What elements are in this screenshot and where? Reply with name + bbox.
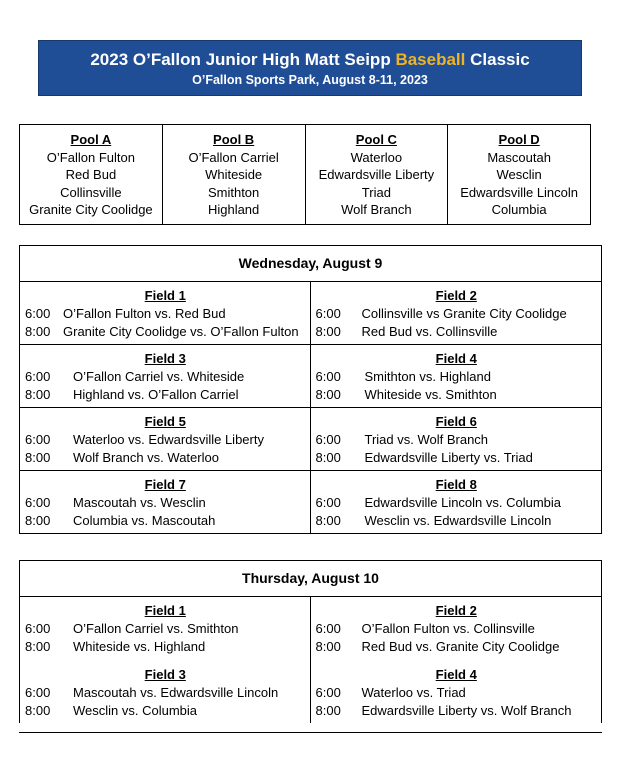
game-line [316, 431, 598, 449]
game-time: 6:00 [315, 621, 341, 636]
field-row [20, 471, 601, 533]
title-highlight: Baseball [395, 50, 466, 69]
field-row [20, 408, 601, 471]
day-title: Wednesday, August 9 [20, 246, 601, 282]
game-time: 8:00 [25, 703, 51, 718]
game-time: 8:00 [315, 639, 341, 654]
title-prefix: 2023 O’Fallon Junior High Matt Seipp [90, 50, 391, 69]
pool-team: Edwardsville Liberty [318, 167, 435, 182]
pool-name: Pool B [213, 132, 255, 147]
game-line [25, 702, 306, 720]
game-match: Mascoutah vs. Wesclin [73, 495, 206, 510]
game-line [25, 431, 306, 449]
game-match: Columbia vs. Mascoutah [73, 513, 216, 528]
game-line [316, 368, 598, 386]
game-match: Waterloo vs. Triad [361, 685, 466, 700]
game-time: 8:00 [25, 450, 51, 465]
game-match: Smithton vs. Highland [364, 369, 491, 384]
game-time: 8:00 [315, 513, 341, 528]
header-banner [38, 40, 582, 96]
field-block [20, 282, 311, 344]
game-line [25, 494, 306, 512]
pool-name: Pool C [355, 132, 397, 147]
game-line [316, 386, 598, 404]
game-line [316, 323, 598, 341]
game-time: 8:00 [25, 387, 51, 402]
pool-team: Waterloo [350, 149, 403, 165]
pool-team: Wolf Branch [341, 202, 412, 217]
pool-team: Whiteside [205, 167, 263, 182]
page-subtitle: O’Fallon Sports Park, August 8-11, 2023 [192, 73, 428, 87]
field-block [311, 408, 602, 470]
field-row [20, 597, 601, 723]
game-time: 8:00 [25, 324, 51, 339]
field-label: Field 1 [144, 603, 186, 618]
game-match: Highland vs. O’Fallon Carriel [73, 387, 239, 402]
pool-team: Columbia [491, 202, 547, 217]
pool-name: Pool A [70, 132, 112, 147]
game-match: Whiteside vs. Highland [73, 639, 206, 654]
schedule-day-wednesday [19, 245, 602, 534]
game-match: Edwardsville Liberty vs. Triad [364, 450, 533, 465]
game-match: O’Fallon Fulton vs. Red Bud [63, 306, 226, 321]
game-line [25, 449, 306, 467]
field-label: Field 4 [435, 351, 477, 366]
pool-d-cell [448, 125, 591, 225]
game-time: 8:00 [25, 639, 51, 654]
pool-a-cell [20, 125, 163, 225]
game-time: 6:00 [315, 306, 341, 321]
game-match: Edwardsville Liberty vs. Wolf Branch [361, 703, 572, 718]
game-line [316, 449, 598, 467]
game-time: 6:00 [315, 369, 341, 384]
field-label: Field 7 [144, 477, 186, 492]
game-time: 8:00 [315, 387, 341, 402]
game-match: Red Bud vs. Granite City Coolidge [361, 639, 560, 654]
game-match: Mascoutah vs. Edwardsville Lincoln [73, 685, 279, 700]
field-label: Field 5 [144, 414, 186, 429]
game-line [25, 620, 306, 638]
game-line [25, 386, 306, 404]
field-row [20, 282, 601, 345]
pool-name: Pool D [498, 132, 540, 147]
field-block [311, 282, 602, 344]
pool-team: Triad [361, 184, 391, 200]
title-suffix: Classic [470, 50, 530, 69]
page-title [39, 50, 581, 70]
game-time: 8:00 [315, 324, 341, 339]
game-line [25, 323, 306, 341]
field-label: Field 4 [435, 667, 477, 682]
game-match: Waterloo vs. Edwardsville Liberty [73, 432, 264, 447]
game-line [25, 512, 306, 530]
field-block [20, 597, 311, 723]
game-line [316, 512, 598, 530]
pools-table [19, 124, 591, 225]
game-line [316, 620, 598, 638]
field-block [311, 471, 602, 533]
field-label: Field 6 [435, 414, 477, 429]
game-time: 6:00 [25, 306, 51, 321]
field-label: Field 2 [435, 603, 477, 618]
pool-team: O’Fallon Fulton [46, 149, 135, 165]
game-line [25, 638, 306, 656]
field-label: Field 3 [144, 351, 186, 366]
game-time: 6:00 [25, 495, 51, 510]
game-match: Wolf Branch vs. Waterloo [73, 450, 219, 465]
pool-b-cell [162, 125, 305, 225]
table-bottom-rule [19, 732, 602, 733]
field-label: Field 8 [435, 477, 477, 492]
game-line [316, 305, 598, 323]
game-time: 6:00 [25, 685, 51, 700]
pool-team: Highland [207, 202, 260, 217]
game-time: 6:00 [315, 432, 341, 447]
game-match: Collinsville vs Granite City Coolidge [361, 306, 567, 321]
field-block [311, 345, 602, 407]
day-title: Thursday, August 10 [20, 561, 601, 597]
field-row [20, 345, 601, 408]
game-match: Edwardsville Lincoln vs. Columbia [364, 495, 562, 510]
pool-team: Mascoutah [487, 149, 551, 165]
pool-team: Collinsville [60, 184, 122, 200]
field-label: Field 1 [144, 288, 186, 303]
pool-team: Wesclin [496, 167, 542, 182]
game-time: 6:00 [25, 369, 51, 384]
game-match: Granite City Coolidge vs. O’Fallon Fulton [63, 324, 299, 339]
pool-c-cell [305, 125, 448, 225]
pool-team: Smithton [207, 184, 260, 200]
game-time: 6:00 [315, 495, 341, 510]
schedule-day-thursday [19, 560, 602, 723]
field-block [311, 597, 602, 723]
field-label: Field 2 [435, 288, 477, 303]
game-match: O’Fallon Carriel vs. Smithton [73, 621, 239, 636]
game-match: Wesclin vs. Columbia [73, 703, 198, 718]
game-line [25, 684, 306, 702]
game-match: O’Fallon Carriel vs. Whiteside [73, 369, 245, 384]
game-match: Red Bud vs. Collinsville [361, 324, 498, 339]
game-time: 8:00 [315, 703, 341, 718]
game-time: 6:00 [315, 685, 341, 700]
game-time: 6:00 [25, 432, 51, 447]
game-line [25, 368, 306, 386]
game-line [25, 305, 306, 323]
game-time: 8:00 [25, 513, 51, 528]
field-block [20, 408, 311, 470]
pool-team: Granite City Coolidge [29, 202, 153, 217]
game-line [316, 638, 598, 656]
game-match: Whiteside vs. Smithton [364, 387, 497, 402]
game-time: 6:00 [25, 621, 51, 636]
game-match: O’Fallon Fulton vs. Collinsville [361, 621, 535, 636]
pool-team: Red Bud [65, 167, 117, 182]
pool-team: O’Fallon Carriel [188, 149, 279, 165]
field-label: Field 3 [144, 667, 186, 682]
game-match: Wesclin vs. Edwardsville Lincoln [364, 513, 552, 528]
game-line [316, 684, 598, 702]
game-match: Triad vs. Wolf Branch [364, 432, 489, 447]
field-block [20, 345, 311, 407]
field-block [20, 471, 311, 533]
game-line [316, 494, 598, 512]
game-line [316, 702, 598, 720]
pool-team: Edwardsville Lincoln [460, 184, 579, 200]
game-time: 8:00 [315, 450, 341, 465]
